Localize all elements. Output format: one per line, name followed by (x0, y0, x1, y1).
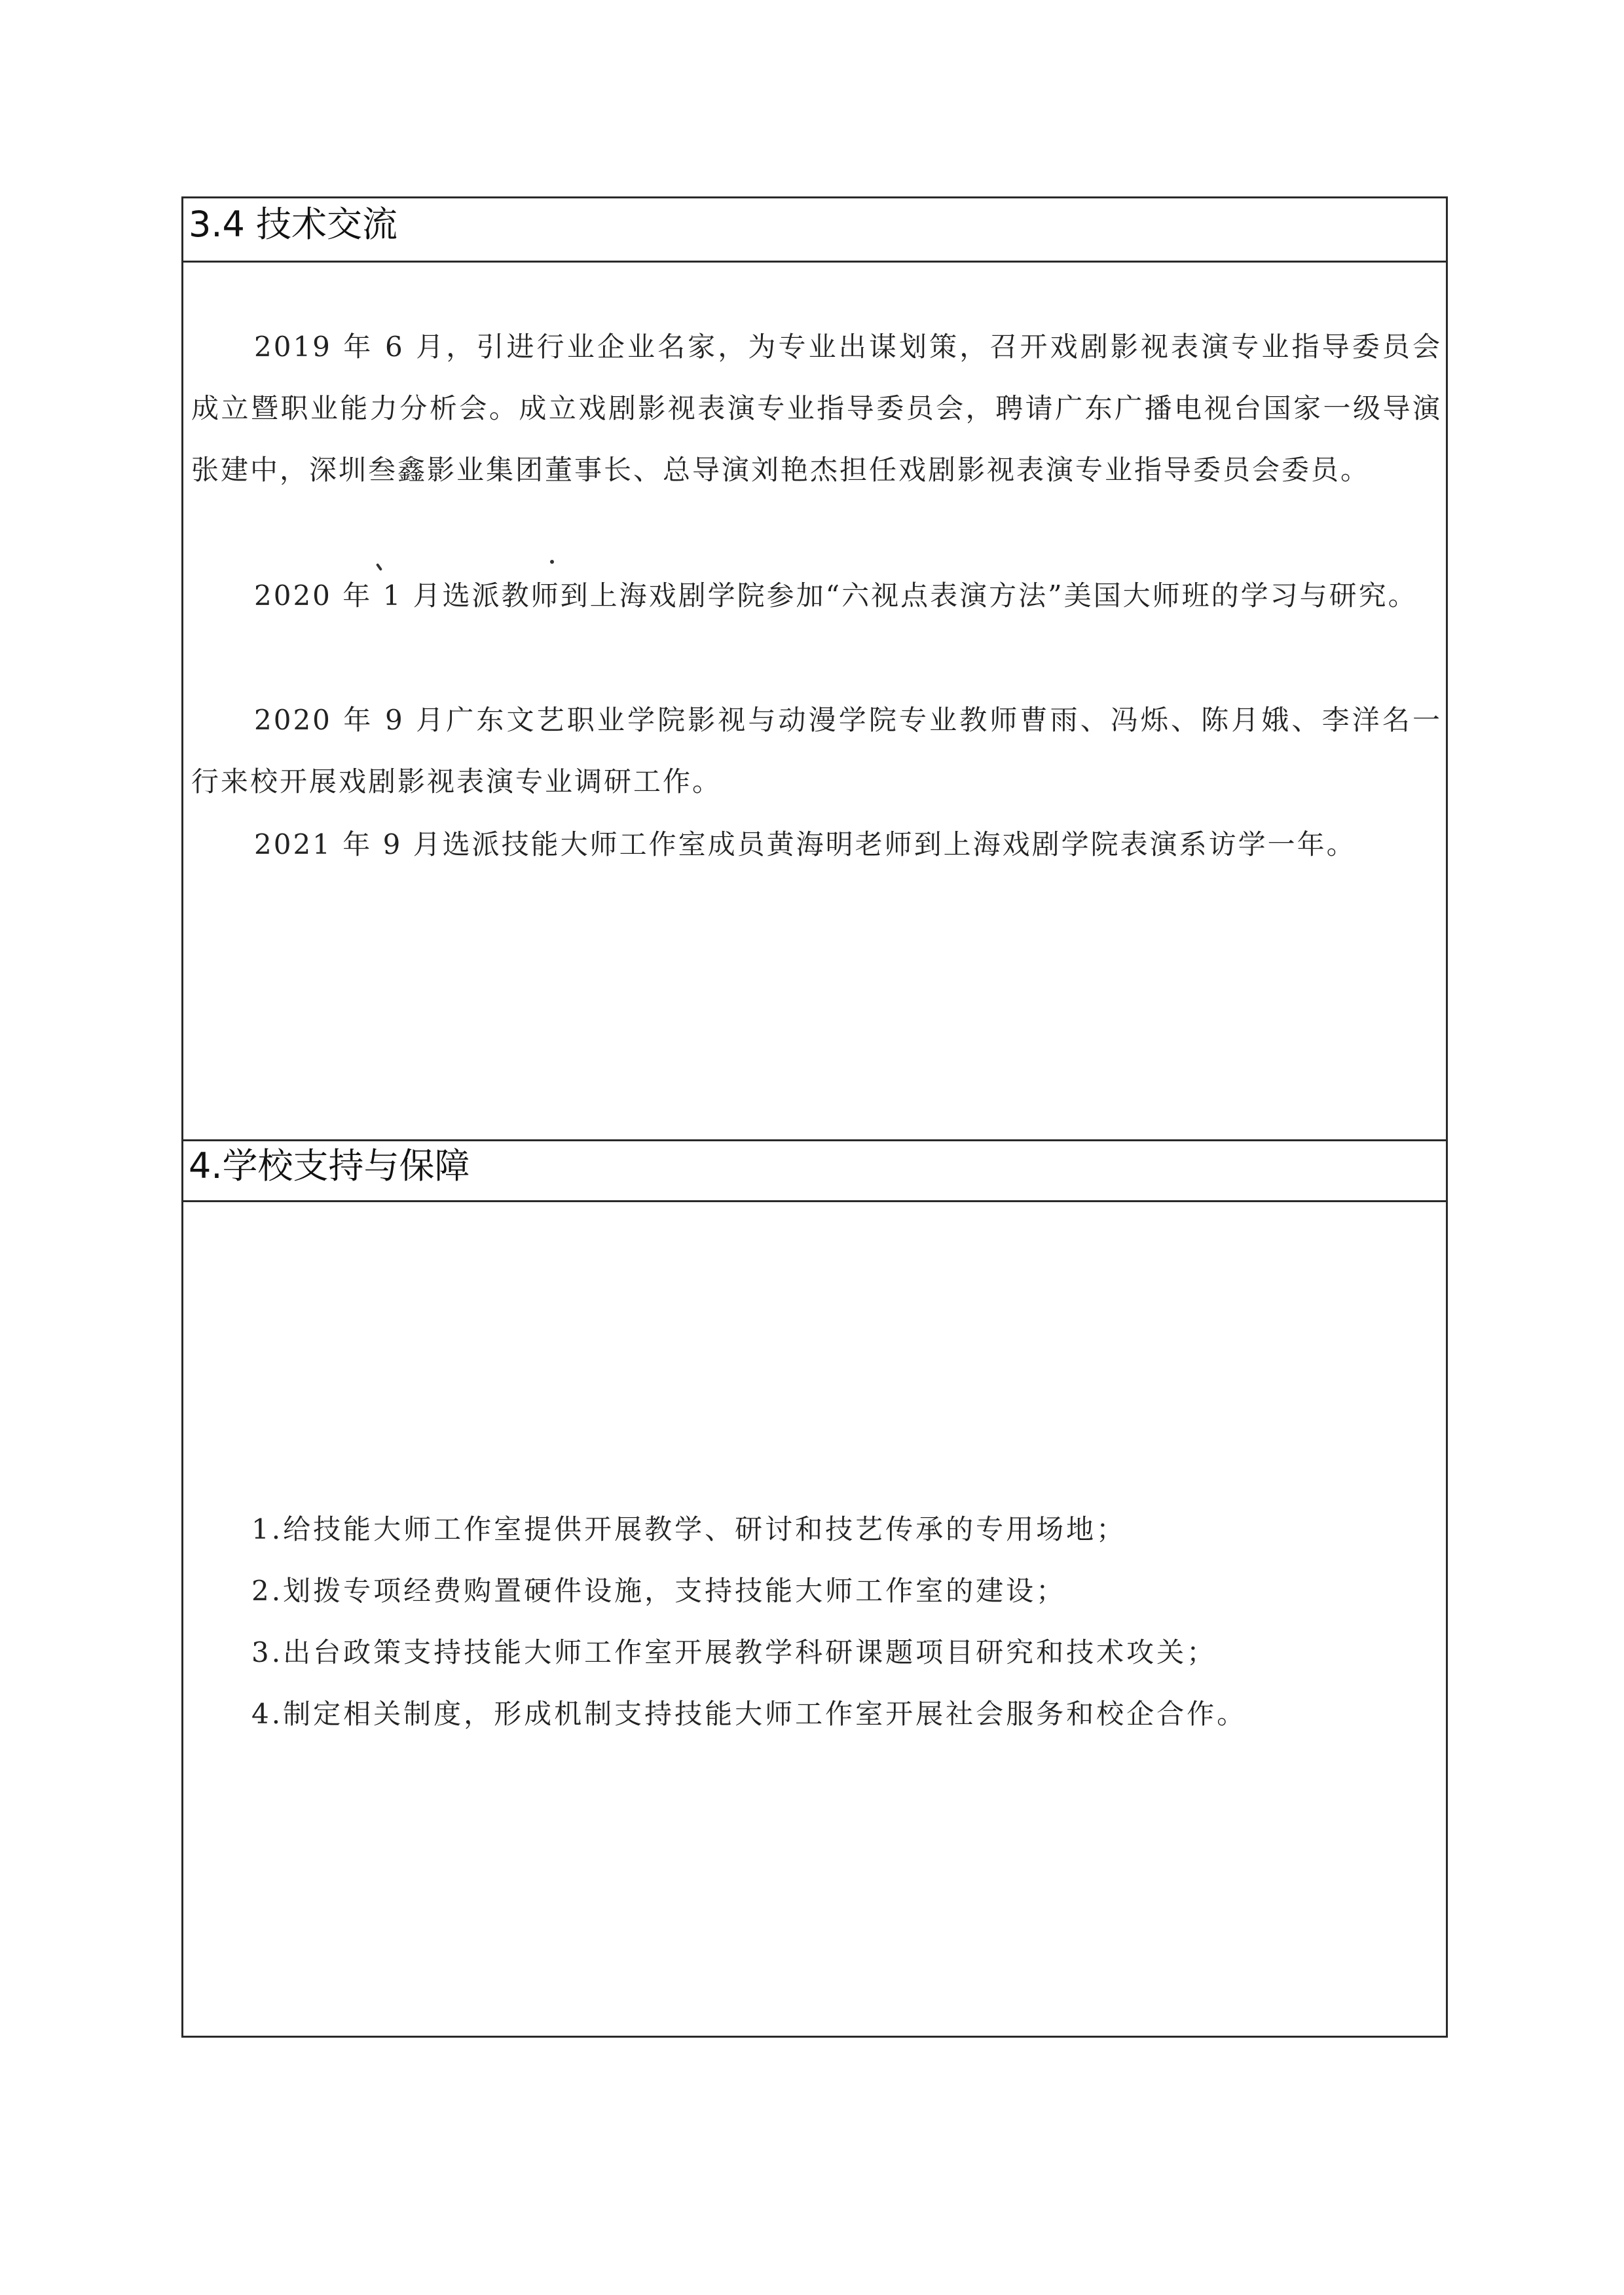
row-divider (183, 261, 1446, 263)
paragraph-study-2021-09: 2021 年 9 月选派技能大师工作室成员黄海明老师到上海戏剧学院表演系访学一年。 (254, 828, 1356, 860)
form-table (181, 196, 1448, 2038)
row-divider (183, 1200, 1446, 1202)
support-item-2: 2.划拨专项经费购置硬件设施，支持技能大师工作室的建设； (251, 1575, 1067, 1607)
support-item-4: 4.制定相关制度，形成机制支持技能大师工作室开展社会服务和校企合作。 (251, 1698, 1247, 1730)
paragraph-committee: 2019 年 6 月，引进行业企业名家，为专业出谋划策，召开戏剧影视表演专业指导委员会成立暨职业能力分析会。成立戏剧影视表演专业指导委员会，聘请广东广播电视台国家一级导演张建中，深圳叁鑫影业集团董事长、总导演刘艳杰担任戏剧影视表演专业指导委员会委员。 (191, 331, 1442, 486)
support-item-3: 3.出台政策支持技能大师工作室开展教学科研课题项目研究和技术攻关； (251, 1636, 1217, 1668)
scan-speck (550, 560, 554, 564)
section-heading-tech-exchange: 3.4 技术交流 (189, 204, 398, 245)
support-item-1: 1.给技能大师工作室提供开展教学、研讨和技艺传承的专用场地； (251, 1513, 1127, 1545)
paragraph-visit-2020-09: 2020 年 9 月广东文艺职业学院影视与动漫学院专业教师曹雨、冯烁、陈月娥、李洋名一行来校开展戏剧影视表演专业调研工作。 (191, 704, 1442, 798)
row-divider (183, 1139, 1446, 1141)
section-heading-school-support: 4.学校支持与保障 (189, 1145, 470, 1186)
paragraph-training-2020-01: 2020 年 1 月选派教师到上海戏剧学院参加“六视点表演方法”美国大师班的学习与研究。 (254, 579, 1418, 612)
